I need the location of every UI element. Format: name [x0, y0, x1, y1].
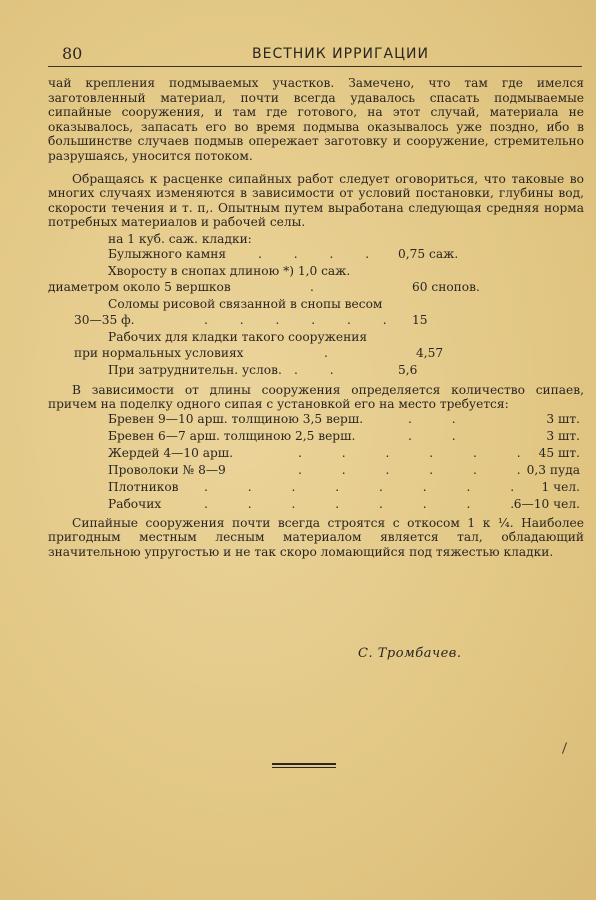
norm-row-straw: [48, 297, 584, 313]
material-label: Жердей 4—10 арш.: [108, 445, 234, 460]
article-body: [48, 76, 584, 560]
leader-dots: . . . . . .: [204, 312, 401, 327]
norm-value: 0,75 саж.: [398, 246, 459, 261]
material-row: [48, 446, 584, 463]
material-row: [48, 497, 584, 514]
paragraph-2: Обращаясь к расценке сипайных работ следует оговориться, что таковые во многих случаях изменяются в зависимости от условий постановки, глубины вод, скорости течения и т. п,. Опытным путем выработана следующая средняя норма потребных материалов и рабочей селы.: [48, 171, 584, 230]
paragraph-1: чай крепления подмываемых участков. Замечено, что там где имелся заготовленный материал, почти всегда удавалось спасать подмываемые сипайные сооружения, и там где готового, на этот случай, материала не оказывалось, запасать его во время подмыва оказывалось уже поздно, ибо в большинстве случаев подмыв опережает заготовку и сооружение, стремительно разрушаясь, уносится потоком.: [48, 76, 584, 163]
running-header: [60, 42, 580, 64]
norm-value: 4,57: [416, 345, 444, 360]
material-row: [48, 463, 584, 480]
norm-row-brush: [48, 264, 584, 280]
norm-label: Соломы рисовой связанной в снопы весом: [108, 297, 383, 312]
material-value: 0,3 пуда: [526, 462, 580, 477]
norm-label: Хворосту в снопах длиною *) 1,0 саж.: [108, 264, 351, 279]
norm-value: 15: [412, 312, 428, 327]
norm-label: диаметром около 5 вершков: [48, 279, 231, 294]
material-label: Плотников: [108, 479, 179, 494]
material-value: 3 шт.: [546, 411, 580, 426]
header-rule: [48, 66, 582, 67]
paragraph-4: Сипайные сооружения почти всегда строятся с откосом 1 к ¼. Наиболее пригодным местным лесным материалом является тал, обладающий значительною упругостью и не так скоро ломающийся под тяжестью кладки.: [48, 515, 584, 559]
leader-dots: .: [310, 279, 328, 294]
material-row: [48, 480, 584, 497]
material-value: 1 чел.: [541, 479, 580, 494]
norm-label: Булыжного камня: [108, 246, 227, 261]
norm-row-stone: [48, 247, 584, 265]
pencil-mark: [562, 742, 567, 754]
material-row: [48, 429, 584, 446]
leader-dots: . . . . . . . .: [204, 479, 533, 494]
material-value: 3 шт.: [546, 428, 580, 443]
norm-row-hard: [48, 363, 584, 381]
norm-row-straw-2: [48, 313, 584, 331]
leader-dots: . . . . . . . .: [204, 496, 533, 511]
material-label: Бревен 9—10 арш. толщиною 3,5 верш.: [108, 411, 364, 426]
leader-dots: . .: [294, 363, 348, 378]
leader-dots: . .: [408, 428, 474, 443]
paragraph-3: В зависимости от длины сооружения определяется количество сипаев, причем на поделку одного сипая с установкой его на место требуется:: [48, 382, 584, 412]
norm-value: 5,6: [398, 363, 418, 378]
leader-dots: . . . . . .: [298, 462, 539, 477]
norms-intro: на 1 куб. саж. кладки:: [108, 231, 252, 246]
page-number: 80: [62, 44, 83, 63]
norm-label: При затруднительн. услов.: [108, 363, 282, 378]
end-rule: [272, 763, 336, 765]
leader-dots: . .: [408, 411, 474, 426]
material-label: Рабочих: [108, 496, 162, 511]
end-rule-thin: [272, 767, 336, 768]
norm-row-brush-2: [48, 280, 584, 298]
materials-list: [48, 412, 584, 514]
leader-dots: .: [324, 345, 342, 360]
norm-row-workers-2: [48, 346, 584, 364]
journal-title: ВЕСТНИК ИРРИГАЦИИ: [252, 46, 429, 62]
norm-value: 60 снопов.: [412, 279, 480, 294]
material-row: [48, 412, 584, 429]
norm-label: Рабочих для кладки такого сооружения: [108, 330, 368, 345]
norm-row-workers: [48, 330, 584, 346]
material-label: Бревен 6—7 арш. толщиною 2,5 верш.: [108, 428, 356, 443]
material-value: 6—10 чел.: [513, 496, 580, 511]
material-value: 45 шт.: [538, 445, 580, 460]
author-signature: С. Тромбачев.: [358, 646, 462, 661]
material-label: Проволоки № 8—9: [108, 462, 226, 477]
norm-label: 30—35 ф.: [74, 312, 135, 327]
norm-label: при нормальных условиях: [74, 345, 244, 360]
leader-dots: . . . . . .: [298, 445, 539, 460]
leader-dots: . . . .: [258, 246, 384, 261]
